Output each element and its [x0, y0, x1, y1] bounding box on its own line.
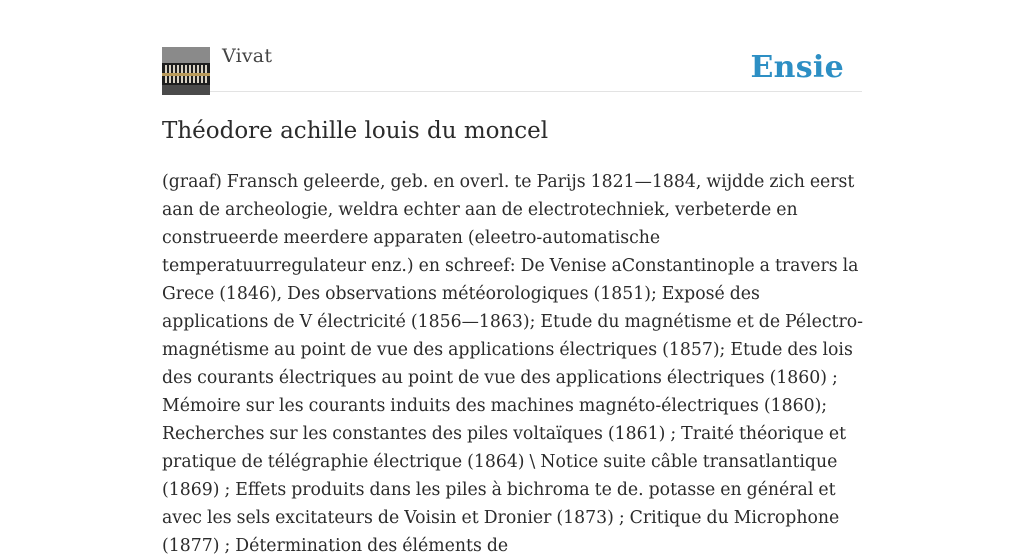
author-avatar[interactable]	[162, 47, 210, 95]
bookshelf-avatar-image	[162, 47, 210, 95]
author-name[interactable]: Vivat	[222, 45, 273, 67]
article-header	[162, 0, 862, 92]
article-card	[162, 0, 864, 556]
article-body: (graaf) Fransch geleerde, geb. en overl. te Parijs 1821—1884, wijdde zich eerst aan de archeologie, weldra echter aan de electrotechniek, verbeterde en construeerde meerdere apparaten (eleetro-automatische temperatuurregulateur enz.) en schreef: De Venise aConstantinople a travers la Grece (1846), Des observations météorologiques (1851); Exposé des applications de V électricité (1856—1863); Etude du magnétisme et de Pélectro-magnétisme au point de vue des applications électriques (1857); Etude des lois des courants électriques au point de vue des applications électriques (1860) ; Mémoire sur les courants induits des machines magnéto-électriques (1860); Recherches sur les constantes des piles voltaïques (1861) ; Traité théorique et pratique de télégraphie électrique (1864) \ Notice suite câble transatlantique (1869) ; Effets produits dans les piles à bichroma te de. potasse en général et avec les sels excitateurs de Voisin et Dronier (1873) ; Critique du Microphone (1877) ; Détermination des éléments de	[162, 172, 864, 556]
article-title: Théodore achille louis du moncel	[162, 118, 549, 144]
brand-logo[interactable]: Ensie	[750, 50, 844, 85]
